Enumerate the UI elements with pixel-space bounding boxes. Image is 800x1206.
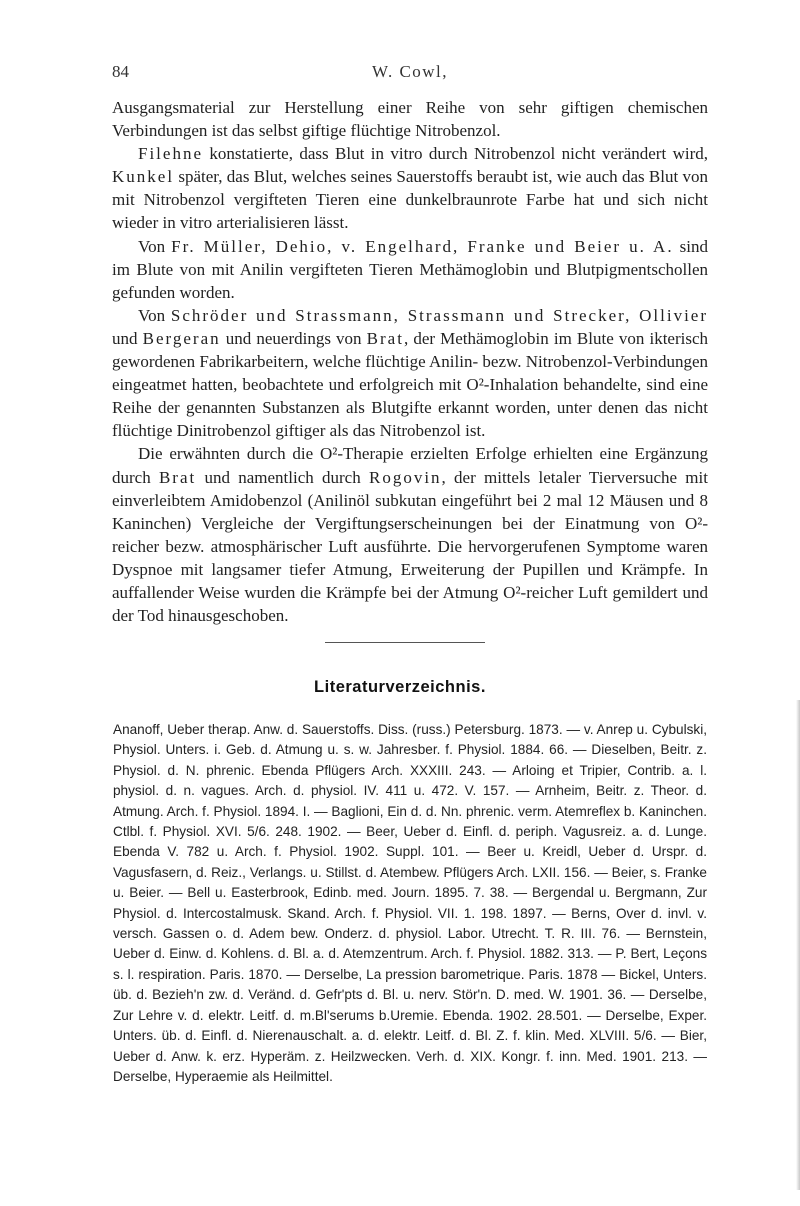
main-text <box>112 96 708 627</box>
paragraph-4 <box>112 304 708 443</box>
literature-heading: Literaturverzeichnis. <box>314 678 486 696</box>
author-name: Kunkel <box>112 167 175 187</box>
paragraph-text: sind im Blute von mit Anilin vergifteten Tieren Methämoglobin und Blutpigmentschollen gefunden worden. <box>112 236 708 302</box>
paragraph-1: Ausgangsmaterial zur Herstellung einer Reihe von sehr giftigen chemischen Verbindungen ist das selbst giftige flüchtige Nitrobenzol. <box>112 98 708 141</box>
running-title: W. Cowl, <box>371 62 449 81</box>
paragraph-text: konstatierte, dass Blut in vitro durch Nitrobenzol nicht verändert wird, <box>203 144 708 164</box>
author-name: Filehne <box>138 144 203 164</box>
paragraph-text: Von <box>138 236 172 256</box>
page-number: 84 <box>112 62 129 81</box>
paragraph-text: , der mittels letaler Tierversuche mit einverleibtem Amidobenzol (Anilinöl subkutan eingeführt bei 2 mal 12 Mäusen und 8 Kaninchen) Vergleiche der Vergiftungserscheinungen bei der Einatmung von O²-reicher bezw. atmosphärischer Luft ausführte. Die hervorgerufenen Symptome waren Dyspnoe mit langsamer tiefer Atmung, Erweiterung der Pupillen und Krämpfe. In auffallender Weise wurden die Krämpfe bei der Atmung O²-reicher Luft gemildert und der Tod hinausgeschoben. <box>112 467 708 626</box>
paragraph-3 <box>112 235 708 304</box>
page-header <box>112 62 708 90</box>
paragraph-text: und neuerdings von <box>220 328 367 348</box>
section-divider <box>325 642 485 643</box>
paragraph-2 <box>112 142 708 234</box>
author-name: Bergeran <box>142 328 221 348</box>
paragraph-text: , der Methämoglobin im Blute von ikterisch gewordenen Fabrikarbeitern, welche flüchtige Anilin- bezw. Nitrobenzol-Verbindungen eingeatmet hatten, beobachtete und erfolgreich mit O²-Inhalation behandelte, sind eine Reihe der genannten Substanzen als Blutgifte erkannt worden, unter denen das nicht flüchtige Dinitrobenzol giftiger als das Nitrobenzol ist. <box>112 328 709 441</box>
paragraph-text: und namentlich durch <box>196 467 369 487</box>
author-name: Brat <box>158 467 197 487</box>
paragraph-5 <box>112 442 708 627</box>
author-name: Brat <box>366 328 404 348</box>
paragraph-text: und <box>112 328 143 348</box>
paragraph-text: Von <box>138 305 171 325</box>
page-edge-shadow <box>796 700 800 1190</box>
author-name: Rogovin <box>368 467 442 487</box>
paragraph-text: später, das Blut, welches seines Sauerstoffs beraubt ist, wie auch das Blut von mit Nitrobenzol vergifteten Tieren eine dunkelbraunrote Farbe hat und sich nicht wieder in vitro arterialisieren lässt. <box>112 167 708 233</box>
paragraph-text: Die erwähnten durch die O²-Therapie erzielten Erfolge erhielten eine Ergänzung durch <box>112 444 708 487</box>
author-names: Schröder und Strassmann, Strassmann und Strecker, Ollivier <box>170 305 709 325</box>
literature-list: Ananoff, Ueber therap. Anw. d. Sauerstoffs. Diss. (russ.) Petersburg. 1873. — v. Anrep u. Cybulski, Physiol. Unters. i. Geb. d. Atmung u. s. w. Jahresber. f. Physiol. 1884. 66. — Dieselben, Beitr. z. Physiol. d. N. phrenic. Ebenda Pflügers Arch. XXXIII. 243. — Arloing et Tripier, Contrib. a. l. physiol. d. n. vagues. Arch. d. physiol. IV. 411 u. 472. V. 157. — Arnheim, Beitr. z. Theor. d. Atmung. Arch. f. Physiol. 1894. I. — Baglioni, Ein d. d. Nn. phrenic. verm. Atemreflex b. Kaninchen. Ctlbl. f. Physiol. XVI. 5/6. 248. 1902. — Beer, Ueber d. Einfl. d. periph. Vagusreiz. a. d. Lunge. Ebenda V. 782 u. Arch. f. Physiol. 1902. Suppl. 101. — Beer u. Kreidl, Ueber d. Urspr. d. Vagusfasern, d. Reiz., Verlangs. u. Stillst. d. Atembew. Pflügers Arch. LXII. 156. — Beier, s. Franke u. Beier. — Bell u. Easterbrook, Edinb. med. Journ. 1895. 7. 38. — Bergendal u. Bergmann, Zur Physiol. d. Intercostalmusk. Skand. Arch. f. Physiol. VII. 1. 198. 1897. — Berns, Over d. invl. v. versch. Gassen o. d. Adem bew. Onderz. d. physiol. Labor. Utrecht. T. R. III. 76. — Bernstein, Ueber d. Einw. d. Kohlens. d. Bl. a. d. Atemzentrum. Arch. f. Physiol. 1882. 313. — P. Bert, Leçons s. l. respiration. Paris. 1870. — Derselbe, La pression barometrique. Paris. 1878 — Bickel, Unters. üb. d. Bezieh'n zw. d. Veränd. d. Gefr'pts d. Bl. u. nerv. Stör'n. D. med. W. 1901. 36. — Derselbe, Zur Lehre v. d. elektr. Leitf. d. m.Bl'serums b.Uremie. Ebenda. 1902. 28.501. — Derselbe, Exper. Unters. üb. d. Einfl. d. Nierenauschalt. a. d. elektr. Leitf. d. Bl. Z. f. klin. Med. XLVIII. 5/6. — Bier, Ueber d. Anw. k. erz. Hyperäm. z. Heilzwecken. Verh. d. XIX. Kongr. f. inn. Med. 1901. 213. — Derselbe, Hyperaemie als Heilmittel. <box>113 722 707 1084</box>
author-names: Fr. Müller, Dehio, v. Engelhard, Franke und Beier u. A. <box>171 236 674 256</box>
